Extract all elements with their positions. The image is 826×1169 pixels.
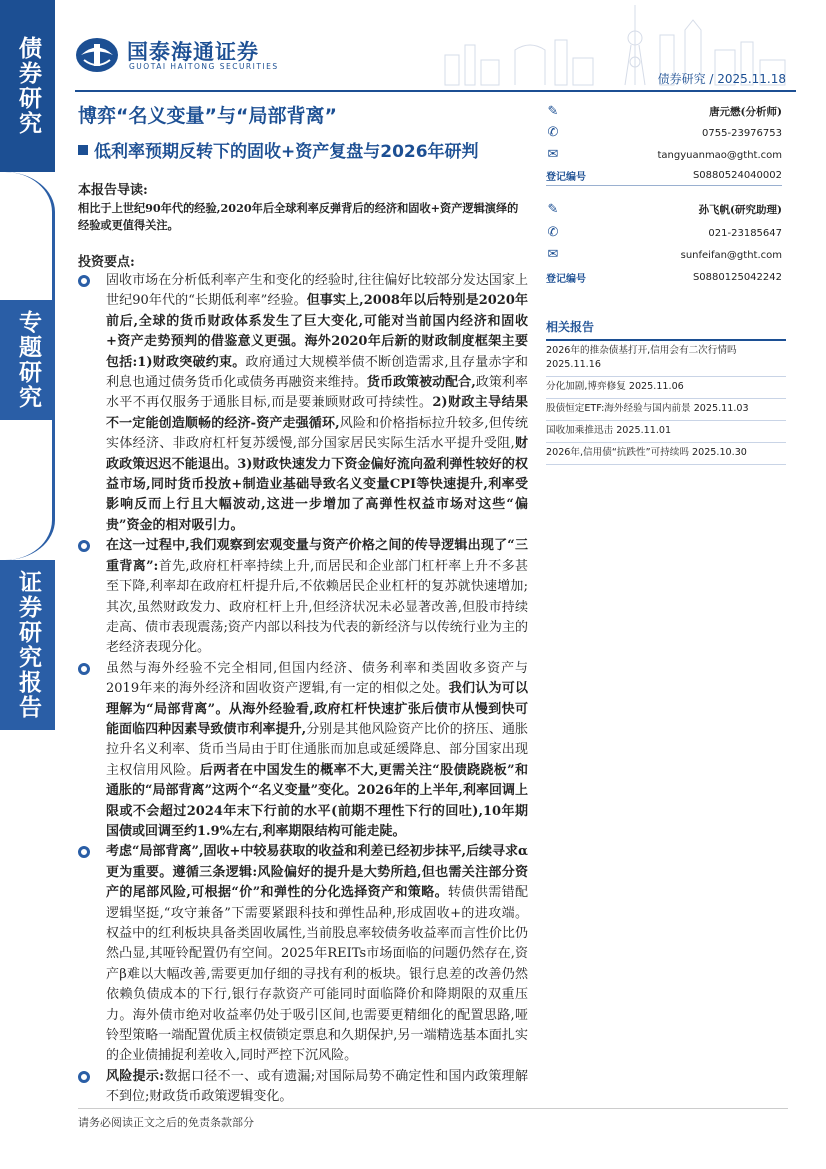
author-phone: 021-23185647 (708, 227, 782, 239)
sidebar-divider (0, 172, 55, 300)
emphasis-text: 我们认为可以理解为“局部背离”。从海外经验看,政府杠杆快速扩张后债市从慢到快可能面临四种因素导致债市利率提升, (106, 681, 528, 737)
header-category-date: 债券研究 / 2025.11.18 (657, 72, 786, 86)
report-category: 债券研究 (657, 72, 706, 86)
author-email[interactable]: tangyuanmao@gtht.com (657, 149, 782, 161)
phone-icon: ✆ (547, 225, 559, 240)
investment-point (78, 659, 528, 843)
circle-bullet-icon (78, 663, 90, 675)
user-icon: ✎ (547, 201, 559, 217)
header-divider (75, 90, 796, 92)
investment-points-heading: 投资要点: (78, 255, 135, 270)
report-subtitle: 低利率预期反转下的固收+资产复盘与2026年研判 (78, 137, 479, 162)
square-bullet-icon (78, 145, 88, 155)
emphasis-text: 但事实上,2008年以后特别是2020年前后,全球的货币财政体系发生了巨大变化,可能对当前国内经济和固收+资产走势预判的借鉴意义更强。海外2020年后新的财政制度框架主要包括:1)财政突破约束。 (106, 293, 528, 370)
email-icon: ✉ (547, 247, 559, 262)
sidebar-divider (0, 420, 55, 560)
circle-bullet-icon (78, 846, 90, 858)
registration-label: 登记编号 (546, 172, 586, 183)
author-divider (546, 185, 782, 186)
sidebar-section-bond-research: 债券研究 (0, 0, 55, 172)
related-report-item[interactable]: 股债恒定ETF:海外经验与国内前景 2025.11.03 (546, 399, 786, 421)
sidebar-section-special-research: 专题研究 (0, 300, 55, 420)
circle-bullet-icon (78, 275, 90, 287)
circle-bullet-icon (78, 540, 90, 552)
user-icon: ✎ (547, 103, 559, 119)
guide-text: 相比于上世纪90年代的经验,2020年后全球利率反弹背后的经济和固收+资产逻辑演绎的经验或更值得关注。 (78, 201, 519, 232)
sidebar (0, 0, 55, 1169)
body-text: 首先,政府杠杆率持续上升,而居民和企业部门杠杆率上升不多甚至下降,利率却在政府杠杆提升后,不依赖居民企业杠杆的复苏就快速增加;其次,虽然财政发力、政府杠杆上升,但经济状况未必显著改善,但股市持续走高、债市表现震荡;资产内部以科技为代表的新经济与以传统行业为主的老经济表现分化。 (106, 558, 529, 656)
author-email[interactable]: sunfeifan@gtht.com (680, 249, 782, 261)
related-report-item[interactable]: 2026年,信用债“抗跌性”可持续吗 2025.10.30 (546, 443, 786, 465)
report-date: 2025.11.18 (717, 72, 786, 86)
body-text: 风险和价格指标拉升较多,但传统实体经济、非政府杠杆复苏缓慢,部分国家居民实际生活水平提升受阻, (106, 415, 529, 452)
investment-point (78, 1067, 528, 1108)
author-name: 孙飞帆(研究助理) (698, 204, 782, 216)
sidebar-section-securities-report: 证券研究报告 (0, 560, 55, 730)
company-logo-icon (75, 36, 119, 74)
related-reports (546, 318, 786, 465)
emphasis-text: 考虑“局部背离”,固收+中较易获取的收益和利差已经初步抹平,后续寻求α更为重要。遵循三条逻辑:风险偏好的提升是大势所趋,但也需关注部分资产的尾部风险,可根据“价”和弹性的分化选择资产和策略。 (106, 844, 528, 901)
circle-bullet-icon (78, 1071, 90, 1083)
investment-point (78, 842, 528, 1066)
author-name: 唐元懋(分析师) (709, 106, 782, 118)
investment-point (78, 536, 528, 658)
report-title: 博弈“名义变量”与“局部背离” (78, 105, 337, 127)
body-text: 政府通过大规模举债不断创造需求,且存量赤字和利息也通过债务货币化或债务再融资来维持。 (106, 354, 528, 391)
emphasis-text: 货币政策被动配合, (366, 375, 476, 391)
author-card (546, 100, 782, 186)
page-header (55, 0, 826, 100)
body-text: 固收市场在分析低利率产生和变化的经验时,往往偏好比较部分发达国家上世纪90年代的“长期低利率”经验。 (106, 273, 528, 309)
emphasis-text: 后两者在中国发生的概率不大,更需关注“股债跷跷板”和通胀的“局部背离”这两个“名义变量”变化。2026年的上半年,利率回调上限或不会超过2024年末下行前的水平(前期不理性下行的回吐),10年期国债或回调至约1.9%左右,利率期限结构可能走陡。 (106, 762, 528, 839)
emphasis-text: 2)财政主导结果不一定能创造顺畅的经济-资产走强循环, (106, 395, 528, 431)
footer-disclaimer: 请务必阅读正文之后的免责条款部分 (78, 1116, 254, 1129)
body-text: 数据口径不一、或有遗漏;对国际局势不确定性和国内政策理解不到位;财政货币政策逻辑变化。 (106, 1068, 528, 1105)
body-text: 分别是其他风险资产比价的挤压、通胀拉升名义利率、货币当局由于盯住通胀而加息或延缓降息、部分国家出现主权信用风险。 (106, 721, 528, 778)
registration-label: 登记编号 (546, 274, 586, 285)
author-card (546, 194, 782, 290)
company-name-en: GUOTAI HAITONG SECURITIES (129, 62, 279, 71)
related-report-item[interactable]: 分化加剧,博弈修复 2025.11.06 (546, 377, 786, 399)
author-phone: 0755-23976753 (702, 127, 782, 139)
emphasis-text: 财政政策迟迟不能退出。3)财政快速发力下资金偏好流向盈利弹性较好的权益市场,同时货币投放+制造业基础导致名义变量CPI等快速提升,利率受影响反而上行且大幅波动,这进一步增加了高弹性权益市场对这些“偏贵”资金的相对吸引力。 (106, 436, 528, 533)
author-panel (546, 100, 782, 290)
body-text: 虽然与海外经验不完全相同,但国内经济、债务利率和类固收多资产与2019年来的海外经济和固收资产逻辑,有一定的相似之处。 (106, 660, 528, 697)
company-name-cn: 国泰海通证券 (127, 40, 259, 64)
related-reports-heading: 相关报告 (546, 318, 786, 341)
investment-point (78, 271, 528, 536)
registration-number: S0880125042242 (692, 272, 782, 283)
emphasis-text: 风险提示: (106, 1068, 165, 1084)
footer-divider (78, 1108, 788, 1109)
guide-heading: 本报告导读: (78, 183, 148, 198)
emphasis-text: 在这一过程中,我们观察到宏观变量与资产价格之间的传导逻辑出现了“三重背离”: (106, 538, 528, 574)
investment-points-body (78, 271, 528, 1108)
body-text: 政策利率水平不再仅服务于通胀目标,而是要兼顾财政可持续性。 (106, 375, 528, 411)
related-report-item[interactable]: 2026年的推杂债基打开,信用会有二次行情吗 2025.11.16 (546, 341, 786, 377)
email-icon: ✉ (547, 147, 559, 162)
body-text: 转债供需错配逻辑坚挺,“攻守兼备”下需要紧跟科技和弹性品种,形成固收+的进攻端。权益中的红利板块具备类固收属性,当前股息率较债务收益率而言性价比仍然凸显,其哑铃配置仍有空间。2025年REITs市场面临的问题仍然存在,资产β难以大幅改善,需要更加仔细的寻找有利的板块。银行息差的改善仍然依赖负债成本的下行,银行存款资产可能同时面临降价和降期限的双重压力。海外债市绝对收益率仍处于吸引区间,也需要更精细化的配置思路,哑铃型策略一端配置优质主权债锁定票息和久期保护,另一端精选基本面扎实的企业债捕捉利差收入,同时严控下沉风险。 (106, 885, 528, 1064)
registration-number: S0880524040002 (692, 170, 782, 181)
related-report-item[interactable]: 国收加乘推迅击 2025.11.01 (546, 421, 786, 443)
phone-icon: ✆ (547, 125, 559, 140)
